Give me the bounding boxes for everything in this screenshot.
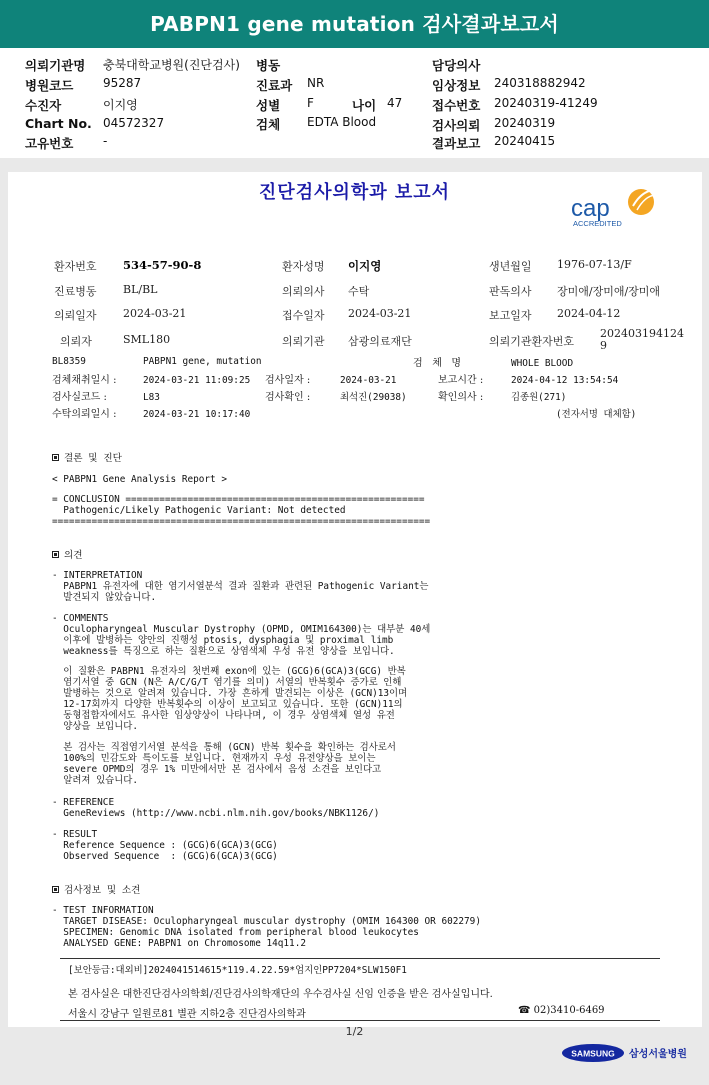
patient-label-ward: 진료병동 (54, 285, 97, 298)
header-label-request-date: 검사의뢰 (432, 118, 481, 133)
meta-label-test-check: 검사확인 : (265, 392, 311, 403)
patient-label-requesting-doctor: 의뢰의사 (282, 285, 325, 298)
patient-label-report-date: 보고일자 (489, 309, 532, 322)
meta-label-lab-code: 검사실코드 : (52, 392, 107, 403)
patient-label-institution-patient-no: 의뢰기관환자번호 (489, 335, 575, 348)
meta-label-commission-time: 수탁의뢰일시 : (52, 409, 117, 420)
cap-accredited-logo (567, 186, 667, 232)
header-value-chart-no: 04572327 (103, 116, 165, 130)
patient-value-name: 이지영 (348, 259, 382, 273)
interpretation-heading: - INTERPRETATION (52, 570, 143, 581)
comments-p1-line-1: Oculopharyngeal Muscular Dystrophy (OPMD, OMIM164300)는 대부분 40세 (52, 624, 431, 635)
report-title: PABPN1 gene mutation 검사결과보고서 (0, 0, 709, 48)
header-label-institution: 의뢰기관명 (25, 58, 86, 73)
header-value-age: 47 (387, 96, 403, 110)
test-code: BL8359 (52, 356, 86, 367)
header-label-age: 나이 (352, 98, 377, 113)
patient-value-ward: BL/BL (123, 283, 158, 296)
patient-value-reading-doctor: 장미애/장미애/장미애 (557, 285, 661, 298)
cap-logo-word: cap (571, 195, 610, 222)
section-bullet-icon (52, 886, 59, 893)
section-bullet-icon (52, 551, 59, 558)
result-reference-sequence: Reference Sequence : (GCG)6(GCA)3(GCG) (52, 840, 278, 851)
comments-p3-line-4: 알려져 있습니다. (52, 775, 138, 786)
conclusion-end: =================================================================== (52, 516, 431, 527)
page-number: 1/2 (345, 1025, 364, 1038)
meta-label-collection: 검체채취일시 : (52, 375, 117, 386)
header-label-receipt-no: 접수번호 (432, 98, 481, 113)
meta-label-confirm-doctor: 확인의사 : (438, 392, 484, 403)
patient-value-receipt-date: 2024-03-21 (348, 307, 412, 320)
header-label-ward: 병동 (256, 58, 281, 73)
testinfo-specimen: SPECIMEN: Genomic DNA isolated from peripheral blood leukocytes (52, 927, 419, 938)
testinfo-heading: - TEST INFORMATION (52, 905, 154, 916)
header-value-department: NR (307, 76, 325, 90)
meta-value-commission-time: 2024-03-21 10:17:40 (143, 409, 251, 420)
patient-label-reading-doctor: 판독의사 (489, 285, 532, 298)
comments-p2-line-5: 동형접합자에서도 유사한 임상양상이 나타나며, 이 경우 상염색체 열성 유전 (52, 710, 395, 721)
section-opinion-heading (52, 547, 83, 561)
reference-line: GeneReviews (http://www.ncbi.nlm.nih.gov/books/NBK1126/) (52, 808, 380, 819)
meta-value-lab-code: L83 (143, 392, 160, 403)
test-name: PABPN1 gene, mutation (143, 356, 262, 367)
gene-report-title: < PABPN1 Gene Analysis Report > (52, 474, 227, 485)
interpretation-line-1: PABPN1 유전자에 대한 염기서열분석 결과 질환과 관련된 Pathogenic Variant는 (52, 581, 429, 592)
patient-value-request-date: 2024-03-21 (123, 307, 187, 320)
patient-value-requester: SML180 (123, 333, 171, 346)
cap-logo-circle (628, 189, 654, 215)
footer-divider-bottom (60, 1020, 660, 1021)
header-value-specimen: EDTA Blood (307, 115, 377, 129)
patient-label-request-date: 의뢰일자 (54, 309, 97, 322)
patient-label-name: 환자성명 (282, 260, 325, 273)
comments-p1-line-2: 이후에 발병하는 양안의 진행성 ptosis, dysphagia 및 proximal limb (52, 635, 394, 646)
interpretation-line-2: 발견되지 않았습니다. (52, 592, 157, 603)
report-heading: 진단검사의학과 보고서 (258, 182, 451, 203)
header-value-clinical-info: 240318882942 (494, 76, 586, 90)
patient-label-id: 환자번호 (54, 260, 97, 273)
footer-certification: 본 검사실은 대한진단검사의학회/진단검사의학재단의 우수검사실 신임 인증을 받은 검사실입니다. (68, 989, 493, 1000)
header-value-sex: F (307, 96, 314, 110)
section-testinfo-title: 검사정보 및 소견 (64, 885, 141, 896)
patient-label-requester: 의뢰자 (60, 335, 92, 348)
comments-heading: - COMMENTS (52, 613, 109, 624)
result-heading: - RESULT (52, 829, 98, 840)
header-label-sex: 성별 (256, 98, 281, 113)
footer-divider-top (60, 958, 660, 959)
meta-value-report-time: 2024-04-12 13:54:54 (511, 375, 619, 386)
patient-label-dob: 생년월일 (489, 260, 532, 273)
patient-value-institution: 삼광의료재단 (348, 335, 412, 348)
patient-value-report-date: 2024-04-12 (557, 307, 621, 320)
comments-p3-line-3: severe OPMD의 경우 1% 미만에서만 본 검사에서 음성 소견을 보인다고 (52, 764, 382, 775)
footer-address: 서울시 강남구 일원로81 별관 지하2층 진단검사의학과 (68, 1009, 306, 1020)
header-label-department: 진료과 (256, 78, 293, 93)
header-label-unique-no: 고유번호 (25, 136, 74, 151)
header-label-report-date: 결과보고 (432, 136, 481, 151)
header-value-request-date: 20240319 (494, 116, 556, 130)
comments-p2-line-6: 양상을 보입니다. (52, 721, 138, 732)
hospital-name: 삼성서울병원 (629, 1049, 687, 1060)
meta-value-collection: 2024-03-21 11:09:25 (143, 375, 251, 386)
header-value-report-date: 20240415 (494, 134, 556, 148)
meta-label-test-date: 검사일자 : (265, 375, 311, 386)
patient-value-institution-patient-no-cont: 9 (600, 339, 607, 352)
header-label-specimen: 검체 (256, 117, 281, 132)
section-testinfo-heading (52, 882, 140, 896)
section-conclusion-heading (52, 450, 122, 464)
e-signature-note: (전자서명 대체함) (556, 409, 637, 420)
header-value-examinee: 이지영 (103, 98, 138, 112)
patient-label-institution: 의뢰기관 (282, 335, 325, 348)
patient-value-requesting-doctor: 수탁 (348, 285, 370, 298)
header-value-hospital-code: 95287 (103, 76, 142, 90)
header-label-chart-no: Chart No. (25, 116, 92, 131)
comments-p2-line-3: 발병하는 것으로 알려져 있습니다. 가장 흔하게 발견되는 이상은 (GCN)13이며 (52, 688, 408, 699)
header-value-institution: 충북대학교병원(진단검사) (103, 58, 240, 72)
comments-p3-line-1: 본 검사는 직접염기서열 분석을 통해 (GCN) 반복 횟수을 확인하는 검사로서 (52, 742, 396, 753)
patient-value-dob: 1976-07-13/F (557, 258, 632, 271)
samsung-logo-word: SAMSUNG (571, 1048, 615, 1059)
specimen-label: 검 체 명 (413, 358, 462, 369)
section-opinion-title: 의견 (64, 550, 83, 561)
testinfo-analysed-gene: ANALYSED GENE: PABPN1 on Chromosome 14q11.2 (52, 938, 306, 949)
meta-label-report-time: 보고시간 : (438, 375, 484, 386)
meta-value-confirm-doctor: 김종원(271) (511, 392, 567, 403)
header-label-doctor: 담당의사 (432, 58, 481, 73)
section-conclusion-title: 결론 및 진단 (64, 453, 122, 464)
testinfo-target-disease: TARGET DISEASE: Oculopharyngeal muscular dystrophy (OMIM 164300 OR 602279) (52, 916, 481, 927)
conclusion-text: Pathogenic/Likely Pathogenic Variant: Not detected (52, 505, 346, 516)
header-label-clinical-info: 임상정보 (432, 78, 481, 93)
specimen-value: WHOLE BLOOD (511, 358, 574, 369)
comments-p1-line-3: weakness를 특징으로 하는 질환으로 상염색체 우성 유전 양상을 보입니다. (52, 646, 395, 657)
patient-label-receipt-date: 접수일자 (282, 309, 325, 322)
samsung-hospital-logo (560, 1040, 690, 1066)
comments-p2-line-2: 염기서열 중 GCN (N은 A/C/G/T 염기를 의미) 서열의 반복횟수 증가로 인해 (52, 677, 402, 688)
header-value-receipt-no: 20240319-41249 (494, 96, 598, 110)
comments-p2-line-1: 이 질환은 PABPN1 유전자의 첫번째 exon에 있는 (GCG)6(GCA)3(GCG) 반복 (52, 666, 406, 677)
conclusion-line: = CONCLUSION ===================================================== (52, 494, 425, 505)
cap-logo-sub: ACCREDITED (573, 219, 622, 228)
footer-security: [보안등급:대외비]2024041514615*119.4.22.59*엄지인PP7204*SLW150F1 (68, 965, 407, 976)
header-value-unique-no: - (103, 134, 108, 148)
comments-p2-line-4: 12-17회까지 다양한 반복횟수의 이상이 보고되고 있습니다. 또한 (GCN)11의 (52, 699, 403, 710)
meta-value-test-date: 2024-03-21 (340, 375, 397, 386)
reference-heading: - REFERENCE (52, 797, 115, 808)
patient-value-id: 534-57-90-8 (123, 258, 202, 272)
header-label-hospital-code: 병원코드 (25, 78, 74, 93)
section-bullet-icon (52, 454, 59, 461)
result-observed-sequence: Observed Sequence : (GCG)6(GCA)3(GCG) (52, 851, 278, 862)
header-label-examinee: 수진자 (25, 98, 62, 113)
comments-p3-line-2: 100%의 민감도와 특이도를 보입니다. 현재까지 우성 유전양상을 보이는 (52, 753, 376, 764)
meta-value-test-check: 최석진(29038) (340, 392, 407, 403)
footer-phone: ☎ 02)3410-6469 (518, 1005, 605, 1016)
patient-value-institution-patient-no: 202403194124 (600, 327, 684, 340)
